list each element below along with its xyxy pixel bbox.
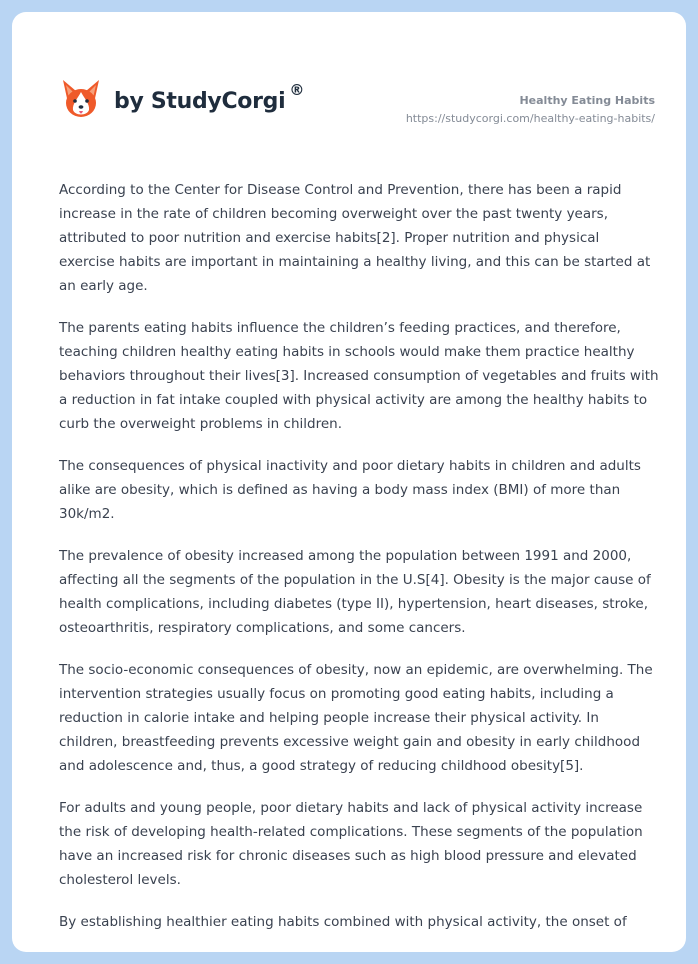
paragraph-1: According to the Center for Disease Control and Prevention, there has been a rapid increase in the rate of children becoming overweight over the past twenty years, attributed to poor nutrition and exercise habits[2]. Proper nutrition and physical exercise habits are important in maintaining a healthy living, and this can be started at an early age. [59, 182, 651, 294]
paragraph-5: The socio-economic consequences of obesity, now an epidemic, are overwhelming. The intervention strategies usually focus on promoting good eating habits, including a reduction in calorie intake and helping people increase their physical activity. In children, breastfeeding prevents excessive weight gain and obesity in early childhood and adolescence and, thus, a good strategy of reducing childhood obesity[5]. [59, 662, 653, 774]
document-meta [406, 93, 655, 127]
brand-name: by StudyCorgi [114, 88, 286, 114]
paragraph-6: For adults and young people, poor dietary habits and lack of physical activity increase the risk of developing health-related complications. These segments of the population have an increased risk for chronic diseases such as high blood pressure and elevated cholesterol levels. [59, 800, 643, 888]
document-url[interactable]: https://studycorgi.com/healthy-eating-habits/ [405, 112, 655, 125]
paragraph-7: By establishing healthier eating habits combined with physical activity, the onset of [59, 914, 627, 930]
document-title: Healthy Eating Habits [519, 94, 655, 107]
essay-body [59, 178, 659, 952]
registered-mark: ® [289, 81, 305, 99]
page-header [12, 12, 686, 162]
document-page [12, 12, 686, 952]
corgi-icon [60, 76, 102, 122]
paragraph-4: The prevalence of obesity increased among the population between 1991 and 2000, affecting all the segments of the population in the U.S[4]. Obesity is the major cause of health complications, including diabetes (type II), hypertension, heart diseases, stroke, osteoarthritis, respiratory complications, and some cancers. [59, 548, 651, 636]
studycorgi-logo[interactable] [60, 76, 304, 122]
paragraph-3: The consequences of physical inactivity and poor dietary habits in children and adults alike are obesity, which is defined as having a body mass index (BMI) of more than 30k/m2. [59, 458, 641, 522]
paragraph-2: The parents eating habits influence the children’s feeding practices, and therefore, teaching children healthy eating habits in schools would make them practice healthy behaviors throughout their lives[3]. Increased consumption of vegetables and fruits with a reduction in fat intake coupled with physical activity are among the healthy habits to curb the overweight problems in children. [59, 320, 659, 432]
